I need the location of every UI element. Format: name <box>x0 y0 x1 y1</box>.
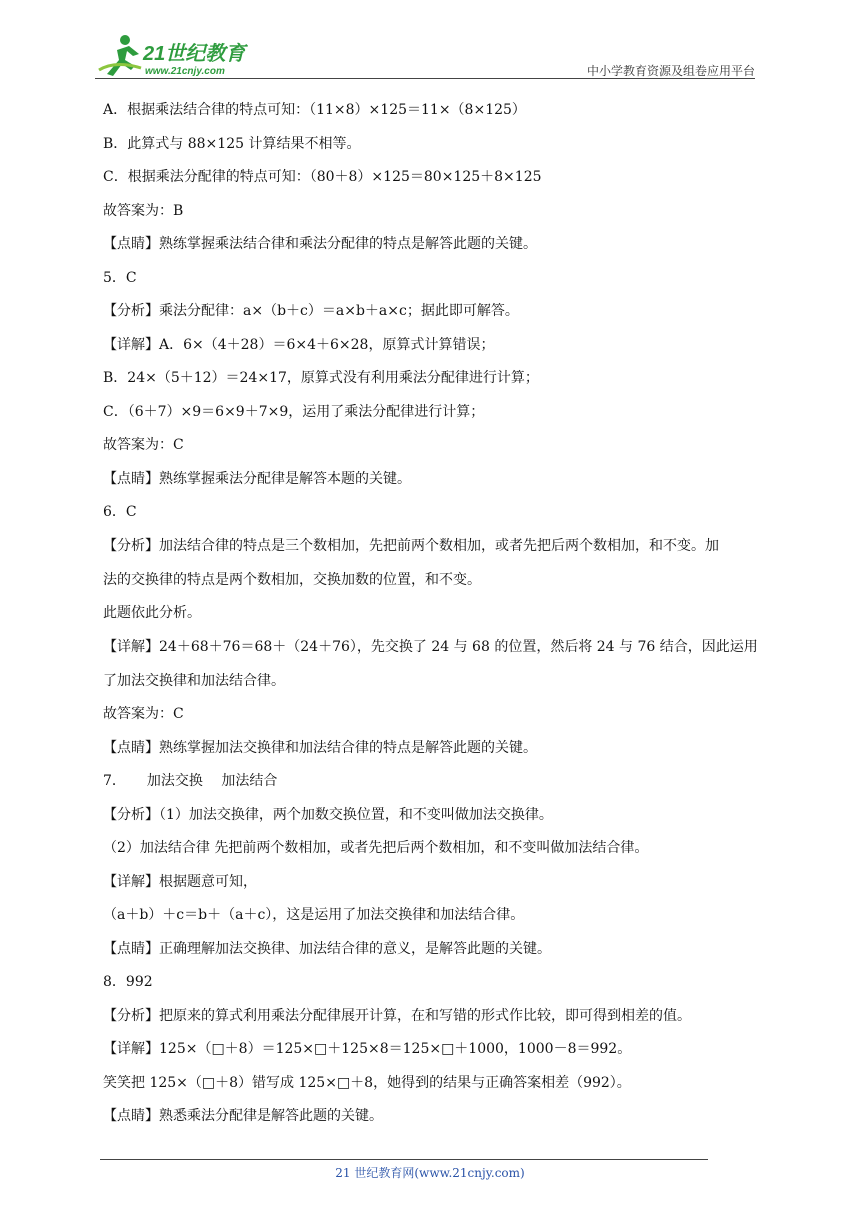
text-line: B．此算式与 88×125 计算结果不相等。 <box>103 135 361 152</box>
text-line: 此题依此分析。 <box>103 605 201 621</box>
page-header <box>95 30 755 80</box>
svg-text:www.21cnjy.com: www.21cnjy.com <box>145 66 225 77</box>
question-number: 6．C <box>103 504 137 520</box>
text-line: C．根据乘法分配律的特点可知：（80＋8）×125＝80×125＋8×125 <box>103 169 542 185</box>
site-logo <box>95 30 265 80</box>
text-line: 【分析】加法结合律的特点是三个数相加，先把前两个数相加，或者先把后两个数相加，和不变。加 <box>103 537 719 554</box>
text-line: 【点睛】熟练掌握乘法分配律是解答本题的关键。 <box>103 470 411 487</box>
text-line: 【详解】根据题意可知， <box>103 873 257 890</box>
text-line: 【点睛】正确理解加法交换律、加法结合律的意义，是解答此题的关键。 <box>103 940 551 957</box>
question-number: 7． 加法交换 加法结合 <box>103 773 278 789</box>
text-line: A．根据乘法结合律的特点可知：（11×8）×125＝11×（8×125） <box>103 102 526 118</box>
footer-divider <box>100 1159 708 1160</box>
text-line: 了加法交换律和加法结合律。 <box>103 672 285 689</box>
text-line: 故答案为：C <box>103 437 184 453</box>
header-divider <box>95 78 755 79</box>
svg-text:21世纪教育: 21世纪教育 <box>143 43 246 65</box>
text-line: 故答案为：C <box>103 706 184 722</box>
text-line: （a＋b）＋c＝b＋（a＋c），这是运用了加法交换律和加法结合律。 <box>103 907 525 923</box>
text-line: 【详解】24＋68＋76＝68＋（24＋76），先交换了 24 与 68 的位置，然后将 24 与 76 结合，因此运用 <box>103 638 758 655</box>
page-footer: 21 世纪教育网(www.21cnjy.com) <box>335 1166 525 1180</box>
text-line: 【详解】125×（□＋8）＝125×□＋125×8＝125×□＋1000，1000－8＝992。 <box>103 1041 632 1057</box>
text-line: C．（6＋7）×9＝6×9＋7×9，运用了乘法分配律进行计算； <box>103 403 485 420</box>
text-line: （2）加法结合律 先把前两个数相加，或者先把后两个数相加，和不变叫做加法结合律。 <box>103 840 649 856</box>
text-line: 法的交换律的特点是两个数相加，交换加数的位置，和不变。 <box>103 571 481 588</box>
text-line: 【点睛】熟练掌握乘法结合律和乘法分配律的特点是解答此题的关键。 <box>103 236 537 252</box>
text-line: 【分析】（1）加法交换律，两个加数交换位置，和不变叫做加法交换律。 <box>103 806 553 823</box>
platform-name: 中小学教育资源及组卷应用平台 <box>586 64 755 78</box>
text-line: 【分析】把原来的算式利用乘法分配律展开计算，在和写错的形式作比较，即可得到相差的值。 <box>103 1007 691 1024</box>
text-line: 【详解】A．6×（4＋28）＝6×4＋6×28，原算式计算错误； <box>103 336 495 353</box>
answer-content <box>103 100 763 1140</box>
text-line: 笑笑把 125×（□＋8）错写成 125×□＋8，她得到的结果与正确答案相差（992）。 <box>103 1074 631 1091</box>
text-line: 故答案为：B <box>103 202 184 219</box>
question-number: 5．C <box>103 269 137 286</box>
text-line: 【点睛】熟练掌握加法交换律和加法结合律的特点是解答此题的关键。 <box>103 739 537 756</box>
question-number: 8．992 <box>103 974 153 990</box>
text-line: B．24×（5＋12）＝24×17，原算式没有利用乘法分配律进行计算； <box>103 370 539 386</box>
text-line: 【分析】乘法分配律：a×（b＋c）＝a×b＋a×c；据此即可解答。 <box>103 303 519 319</box>
text-line: 【点睛】熟悉乘法分配律是解答此题的关键。 <box>103 1108 383 1124</box>
